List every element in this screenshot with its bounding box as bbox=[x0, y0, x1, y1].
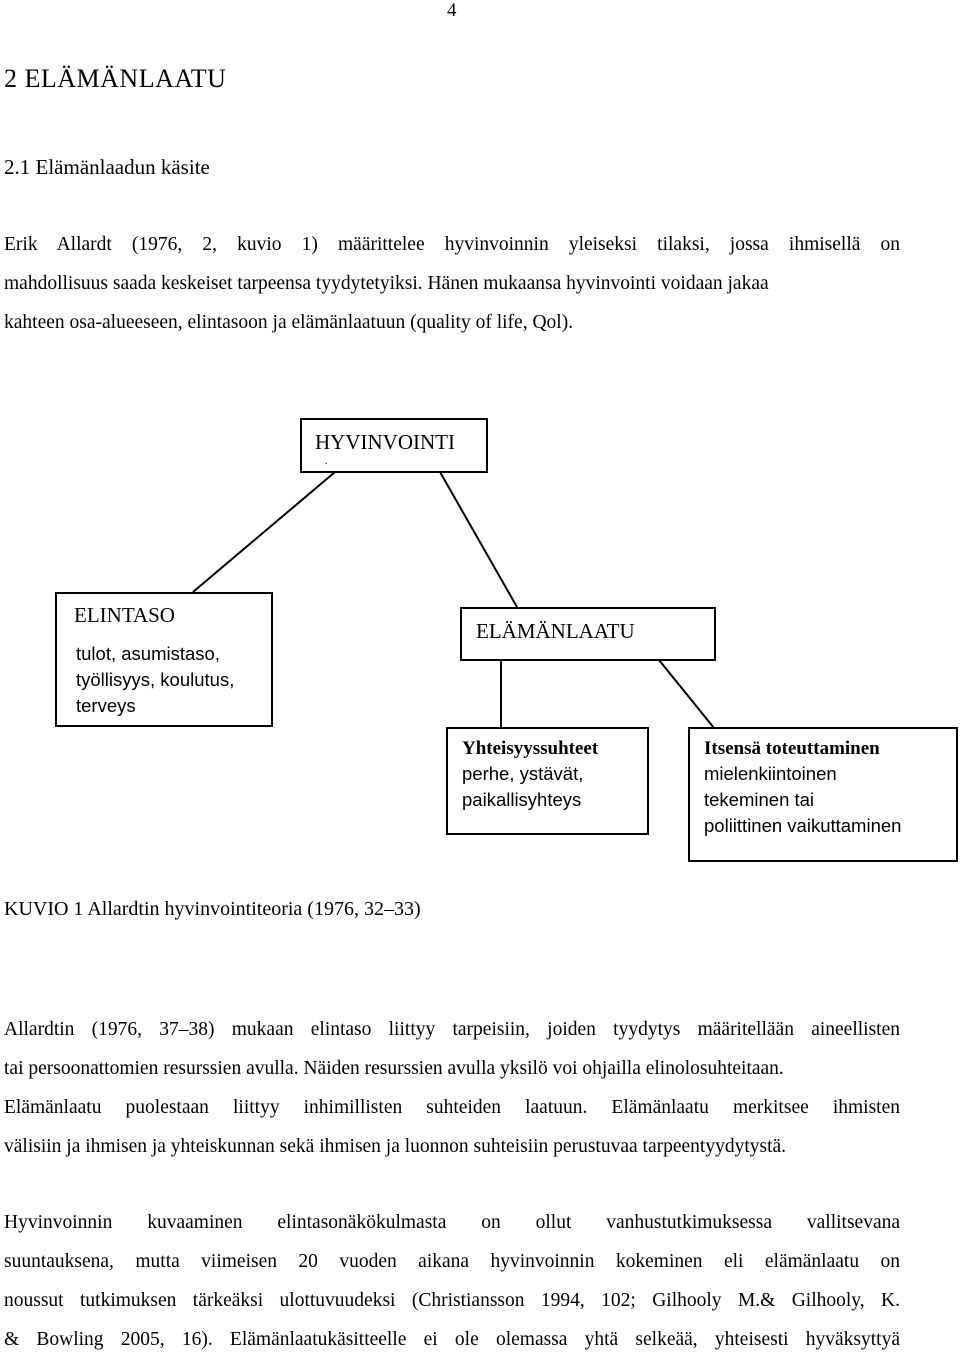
elamanlaatu-box bbox=[460, 607, 716, 661]
hyvinvointi-box bbox=[300, 418, 488, 473]
itsensa-line: mielenkiintoinen bbox=[704, 763, 837, 784]
itsensa-title: Itsensä toteuttaminen bbox=[704, 738, 880, 759]
connector-root-elintaso bbox=[193, 472, 335, 592]
hyvinvointi-label: HYVINVOINTI bbox=[315, 430, 455, 454]
elintaso-line: tulot, asumistaso, bbox=[76, 643, 220, 664]
paragraph-line: mahdollisuus saada keskeiset tarpeensa tyydytetyiksi. Hänen mukaansa hyvinvointi voidaan jakaa bbox=[4, 273, 769, 294]
yhteisyys-content bbox=[462, 737, 598, 813]
yhteisyys-box bbox=[446, 727, 649, 835]
itsensa-line: poliittinen vaikuttaminen bbox=[704, 815, 902, 836]
paragraph-line: Elämänlaatu puolestaan liittyy inhimillisten suhteiden laatuun. Elämänlaatu merkitsee ihmisten bbox=[4, 1097, 900, 1118]
paragraph-line: noussut tutkimuksen tärkeäksi ulottuvuudeksi (Christiansson 1994, 102; Gilhooly M.& Gilhooly, K. bbox=[4, 1290, 900, 1311]
paragraph-line: tai persoonattomien resurssien avulla. Näiden resurssien avulla yksilö voi ohjailla elinolosuhteitaan. bbox=[4, 1058, 784, 1079]
paragraph-line: suuntauksena, mutta viimeisen 20 vuoden aikana hyvinvoinnin kokeminen eli elämänlaatu on bbox=[4, 1251, 900, 1272]
elintaso-description bbox=[76, 641, 234, 719]
itsensa-line: tekeminen tai bbox=[704, 789, 815, 810]
figure-caption: KUVIO 1 Allardtin hyvinvointiteoria (1976, 32–33) bbox=[4, 898, 421, 920]
hyvinvointi-dot: . bbox=[325, 456, 328, 467]
paragraph-line: Allardtin (1976, 37–38) mukaan elintaso liittyy tarpeisiin, joiden tyydytys määritellään aineellisten bbox=[4, 1019, 900, 1040]
elintaso-title: ELINTASO bbox=[74, 603, 175, 627]
itsensa-content bbox=[704, 737, 901, 839]
elintaso-line: terveys bbox=[76, 695, 136, 716]
paragraph-line: Hyvinvoinnin kuvaaminen elintasonäkökulmasta on ollut vanhustutkimuksessa vallitsevana bbox=[4, 1212, 900, 1233]
paragraph-line: & Bowling 2005, 16). Elämänlaatukäsitteelle ei ole olemassa yhtä selkeää, yhteisesti hyväksyttyä bbox=[4, 1329, 900, 1350]
chapter-heading: 2 ELÄMÄNLAATU bbox=[4, 64, 227, 93]
connector-elamanlaatu-itsensa bbox=[659, 660, 714, 728]
yhteisyys-line: paikallisyhteys bbox=[462, 789, 582, 810]
paragraph-line: Erik Allardt (1976, 2, kuvio 1) määrittelee hyvinvoinnin yleiseksi tilaksi, jossa ihmisellä on bbox=[4, 234, 900, 255]
paragraph-line: välisiin ja ihmisen ja yhteiskunnan sekä ihmisen ja luonnon suhteisiin perustuvaa tarpeentyydytystä. bbox=[4, 1136, 787, 1157]
connector-root-elamanlaatu bbox=[440, 472, 517, 607]
elintaso-line: työllisyys, koulutus, bbox=[76, 669, 235, 690]
paragraph-2 bbox=[4, 1010, 900, 1166]
page-number: 4 bbox=[447, 0, 457, 21]
elamanlaatu-title: ELÄMÄNLAATU bbox=[476, 619, 635, 643]
itsensa-box bbox=[688, 727, 958, 862]
yhteisyys-title: Yhteisyyssuhteet bbox=[462, 738, 599, 759]
elintaso-box bbox=[55, 592, 273, 727]
paragraph-line: kahteen osa-alueeseen, elintasoon ja elämänlaatuun (quality of life, Qol). bbox=[4, 312, 574, 333]
paragraph-3 bbox=[4, 1203, 900, 1359]
yhteisyys-line: perhe, ystävät, bbox=[462, 763, 584, 784]
section-heading: 2.1 Elämänlaadun käsite bbox=[4, 155, 210, 179]
